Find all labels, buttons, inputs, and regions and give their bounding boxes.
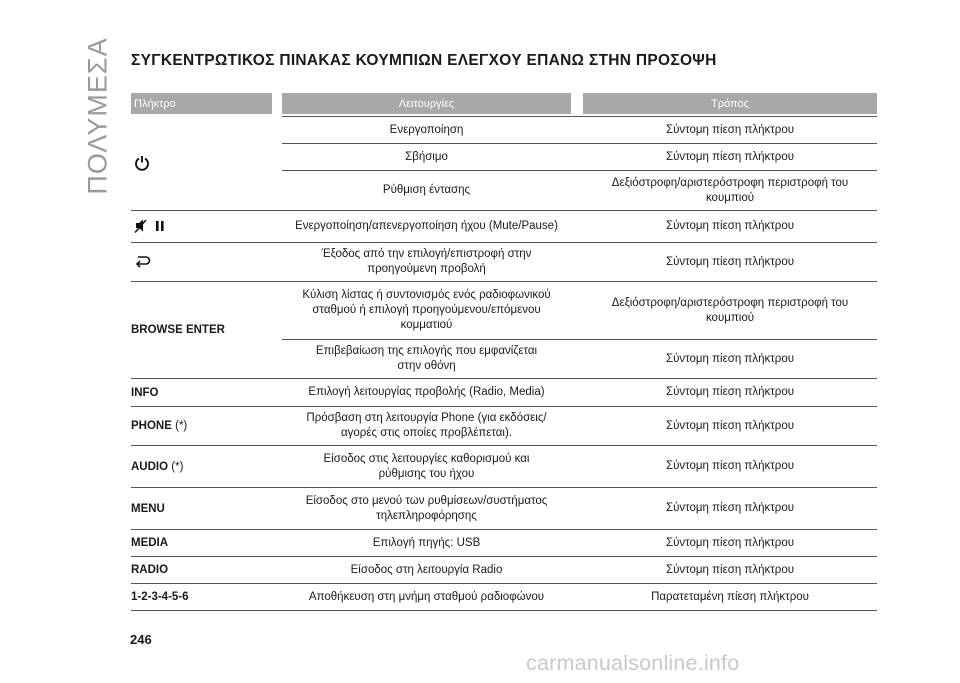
mode-cell: Σύντομη πίεση πλήκτρου: [665, 150, 795, 163]
key-browse-enter: [131, 282, 225, 378]
mode-cell: Δεξιόστροφη/αριστερόστροφη περιστροφή του κουμπιού: [611, 176, 849, 204]
mode-cell: Δεξιόστροφη/αριστερόστροφη περιστροφή του κουμπιού: [611, 296, 849, 324]
key-label: PHONE: [131, 420, 172, 432]
function-cell: Ενεργοποίηση: [389, 123, 464, 136]
page-title: ΣΥΓΚΕΝΤΡΩΤΙΚΟΣ ΠΙΝΑΚΑΣ ΚΟΥΜΠΙΩΝ ΕΛΕΓΧΟΥ ΕΠΑΝΩ ΣΤΗΝ ΠΡΟΣΟΨΗ: [131, 52, 717, 69]
function-cell: Επιλογή πηγής: USB: [372, 536, 481, 549]
header-functions: Λειτουργίες: [282, 93, 571, 114]
function-cell: Είσοδος στη λειτουργία Radio: [350, 563, 503, 576]
function-cell: Πρόσβαση στη λειτουργία Phone (για εκδόσεις/αγορές στις οποίες προβλέπεται).: [306, 412, 547, 439]
mode-cell: Σύντομη πίεση πλήκτρου: [665, 460, 795, 472]
mode-cell: Σύντομη πίεση πλήκτρου: [665, 352, 795, 365]
row-divider: [131, 610, 877, 611]
key-note: (*): [171, 460, 184, 473]
key-label: BROWSE ENTER: [131, 324, 225, 336]
key-label: 1-2-3-4-5-6: [131, 591, 189, 603]
mode-cell: Παρατεταμένη πίεση πλήκτρου: [651, 590, 809, 603]
watermark: carmanualsonline.info: [526, 651, 740, 675]
function-cell: Κύλιση λίστας ή συντονισμός ενός ραδιοφωνικού σταθμού ή επιλογή προηγούμενου/επόμενου κομματιού: [302, 289, 551, 331]
header-mode: Τρόπος: [583, 93, 877, 114]
header-key: Πλήκτρο: [131, 93, 272, 114]
function-cell: Επιβεβαίωση της επιλογής που εμφανίζεται στην οθόνη: [315, 345, 538, 372]
key-label: RADIO: [131, 564, 169, 576]
key-presets: [131, 584, 189, 610]
mode-cell: Σύντομη πίεση πλήκτρου: [665, 502, 795, 514]
function-cell: Είσοδος στις λειτουργίες καθορισμού και ρύθμισης του ήχου: [323, 452, 530, 480]
key-label: MENU: [131, 502, 165, 515]
key-label: AUDIO: [131, 460, 169, 473]
key-menu: [131, 488, 165, 529]
function-cell: Είσοδος στο μενού των ρυθμίσεων/συστήματος τηλεπληροφόρησης: [305, 494, 548, 522]
key-phone: [131, 407, 187, 445]
mode-cell: Σύντομη πίεση πλήκτρου: [665, 419, 795, 432]
mode-cell: Σύντομη πίεση πλήκτρου: [665, 536, 795, 549]
mode-cell: Σύντομη πίεση πλήκτρου: [665, 563, 795, 576]
function-cell: Ενεργοποίηση/απενεργοποίηση ήχου (Mute/Pause): [295, 220, 558, 232]
function-cell: Επιλογή λειτουργίας προβολής (Radio, Media): [308, 386, 545, 398]
key-radio: [131, 557, 168, 583]
mode-cell: Σύντομη πίεση πλήκτρου: [665, 255, 795, 268]
power-icon: [134, 155, 150, 171]
page-number: 246: [130, 632, 152, 647]
key-media: [131, 530, 168, 556]
back-icon: [134, 254, 152, 268]
key-label: INFO: [131, 386, 159, 399]
section-side-tab-label: ΠΟΛΥΜΕΣΑ: [82, 37, 113, 195]
function-cell: Σβήσιμο: [405, 150, 448, 163]
mode-cell: Σύντομη πίεση πλήκτρου: [665, 386, 795, 398]
function-cell: Έξοδος από την επιλογή/επιστροφή στην προηγούμενη προβολή: [321, 248, 532, 275]
mode-cell: Σύντομη πίεση πλήκτρου: [665, 123, 795, 136]
mute-pause-icon: [134, 218, 168, 234]
key-info: [131, 379, 158, 406]
key-label: MEDIA: [131, 537, 169, 549]
key-audio: [131, 446, 183, 487]
mode-cell: Σύντομη πίεση πλήκτρου: [665, 220, 795, 232]
function-cell: Ρύθμιση έντασης: [382, 184, 471, 196]
section-side-tab: [78, 37, 118, 195]
key-note: (*): [175, 420, 188, 432]
function-cell: Αποθήκευση στη μνήμη σταθμού ραδιοφώνου: [308, 590, 545, 603]
